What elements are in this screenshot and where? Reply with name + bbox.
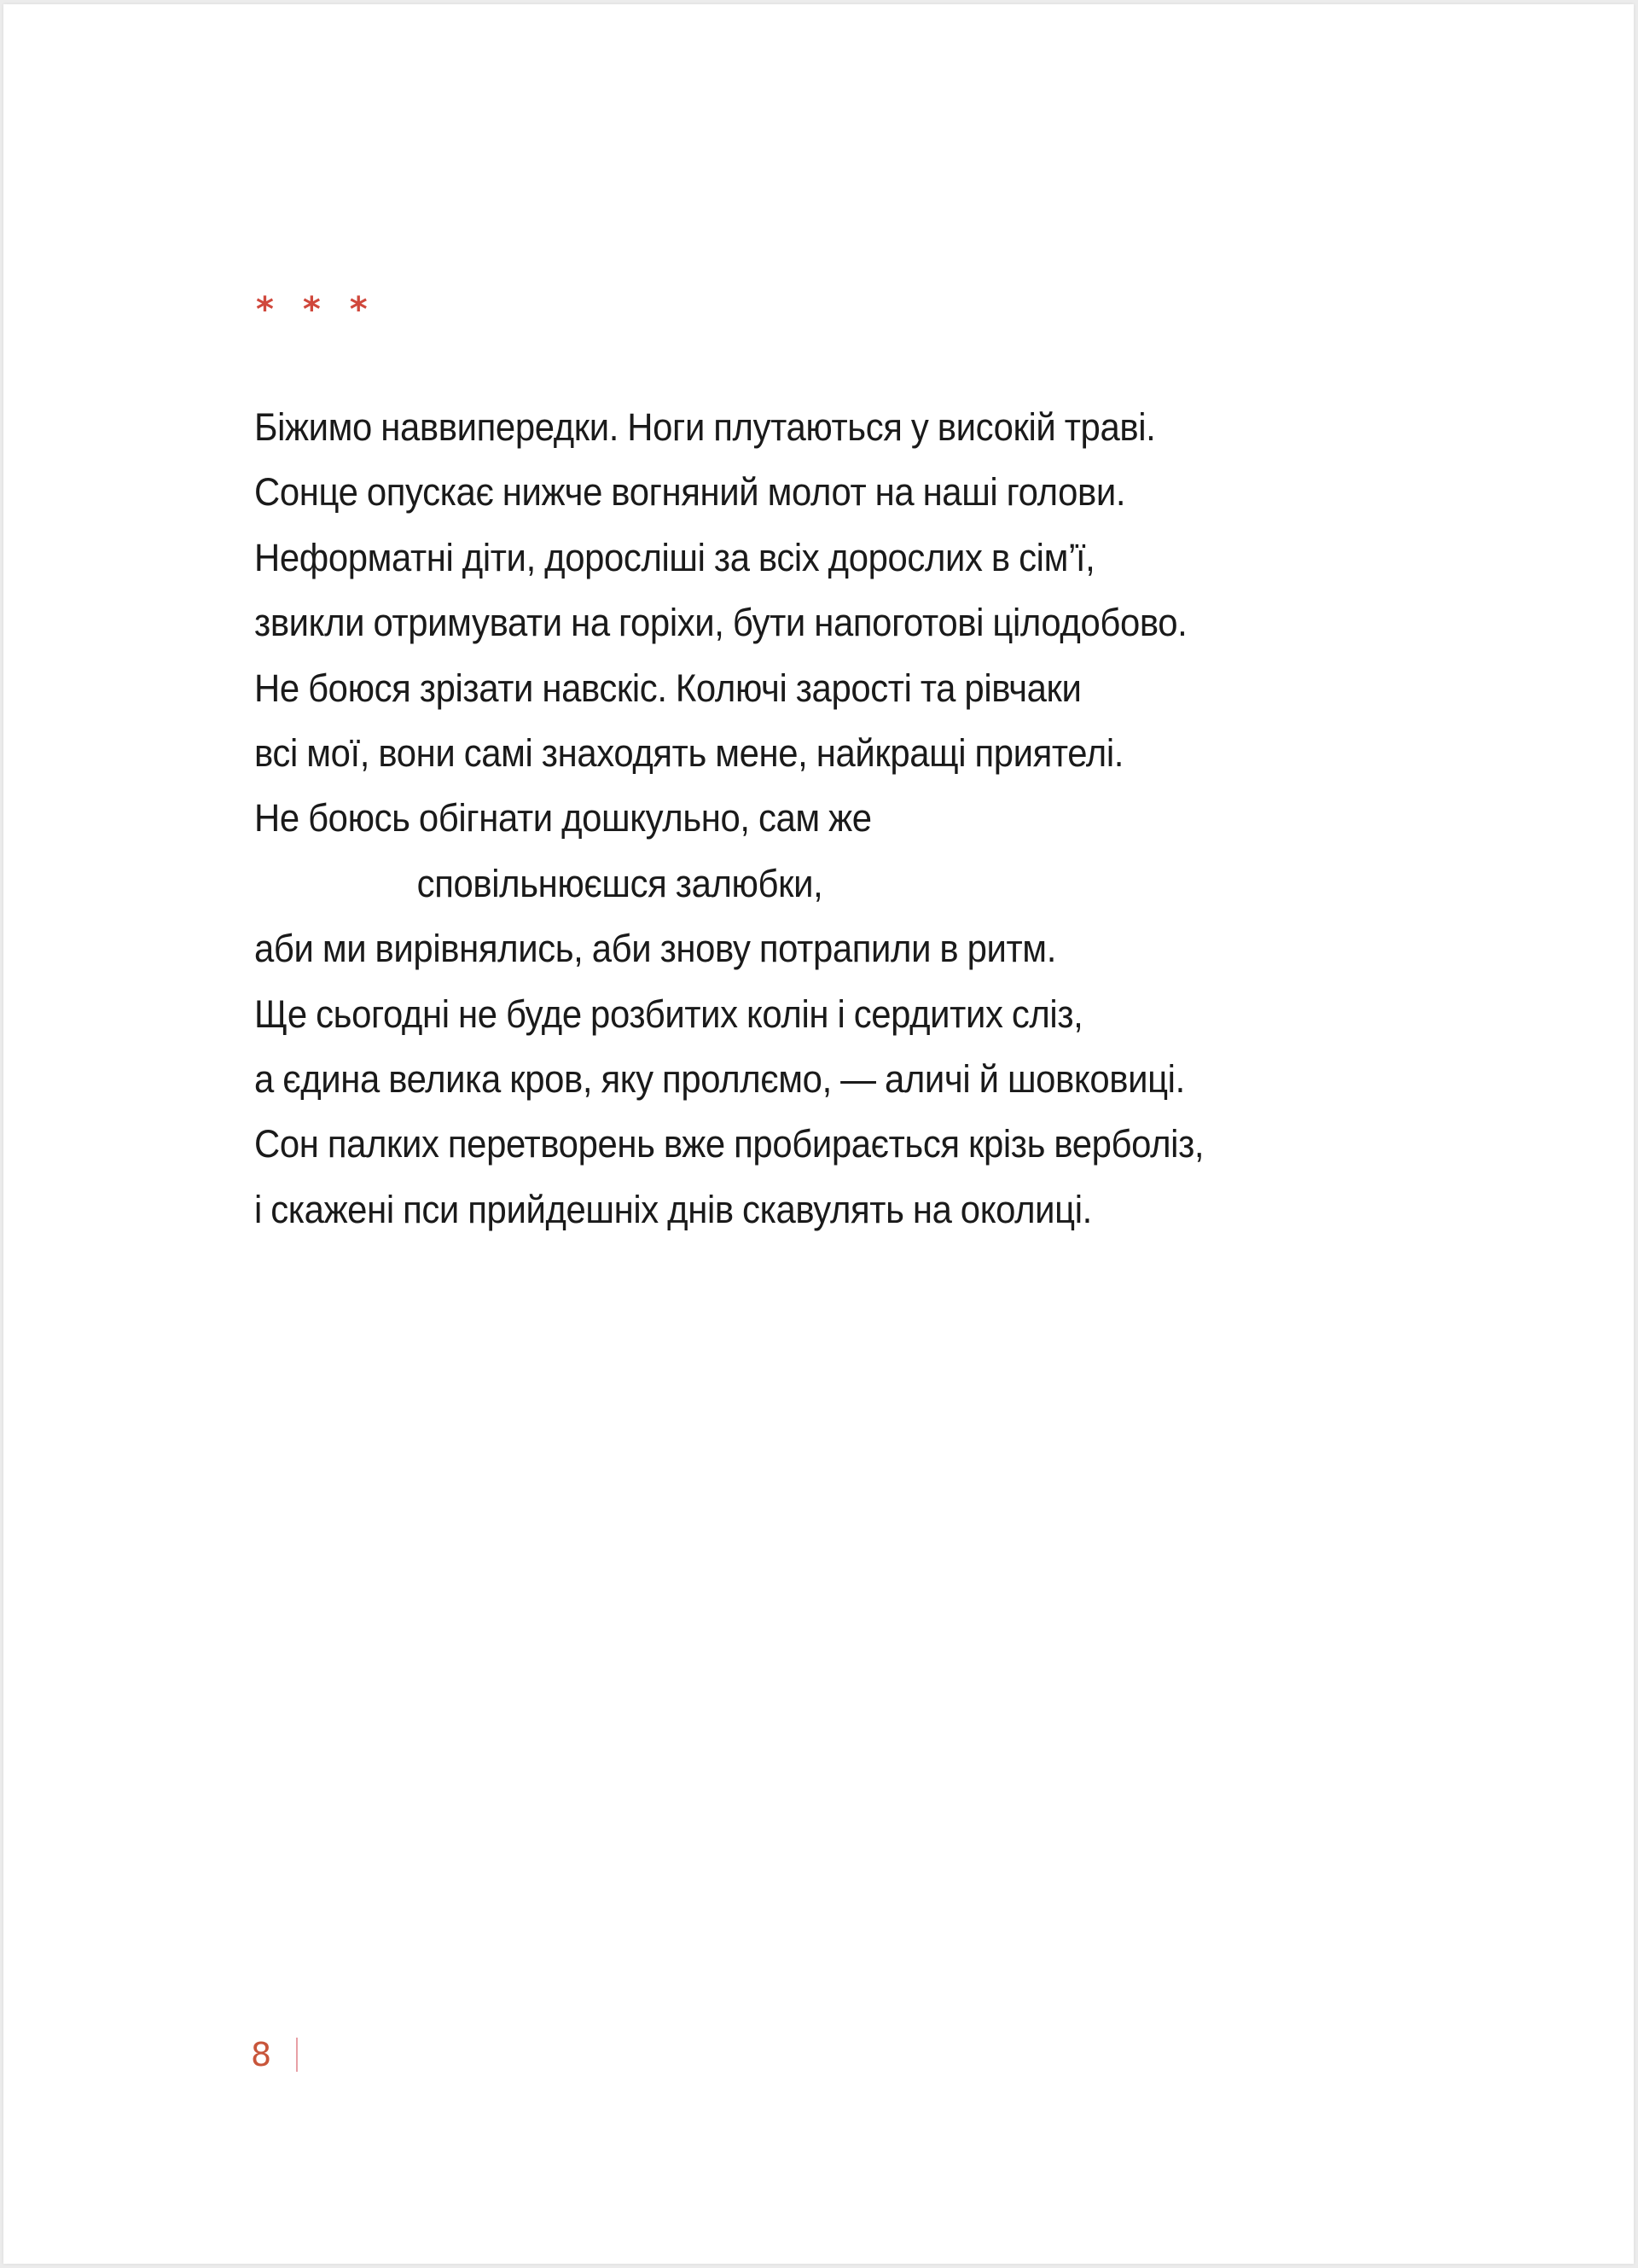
poem-line: Ще сьогодні не буде розбитих колін і сердитих сліз, xyxy=(254,992,1083,1036)
poem-line: аби ми вирівнялись, аби знову потрапили в ритм. xyxy=(254,927,1056,971)
poem-line: Не боюсь обігнати дошкульно, сам же xyxy=(254,796,872,840)
poem-line: Біжимо наввипередки. Ноги плутаються у високій траві. xyxy=(254,405,1156,449)
poem-line: і скажені пси прийдешніх днів скавулять на околиці. xyxy=(254,1187,1092,1231)
poem-body xyxy=(254,395,1275,1242)
poem-line: Сон палких перетворень вже пробирається крізь верболіз, xyxy=(254,1122,1205,1166)
poem-line: Сонце опускає нижче вогняний молот на наші голови. xyxy=(254,470,1126,515)
page-number: 8 xyxy=(251,2036,272,2073)
footer-divider xyxy=(296,2038,298,2072)
poem-line: Не боюся зрізати навскіс. Колючі зарості та рівчаки xyxy=(254,666,1082,710)
page-footer xyxy=(251,2038,298,2072)
poem-line: Неформатні діти, дорослiші за всіх дорослих в сім’ї, xyxy=(254,535,1095,579)
section-ornament-asterisks: * * * xyxy=(256,290,376,329)
poem-line: звикли отримувати на горіхи, бути напоготові цілодобово. xyxy=(254,601,1188,645)
book-page xyxy=(3,4,1634,2264)
poem-line: всі мої, вони самі знаходять мене, найкращі приятелі. xyxy=(254,731,1124,776)
poem-line: а єдина велика кров, яку проллємо, — аличі й шовковиці. xyxy=(254,1057,1185,1102)
poem-line-indented: сповільнюєшся залюбки, xyxy=(416,861,823,905)
